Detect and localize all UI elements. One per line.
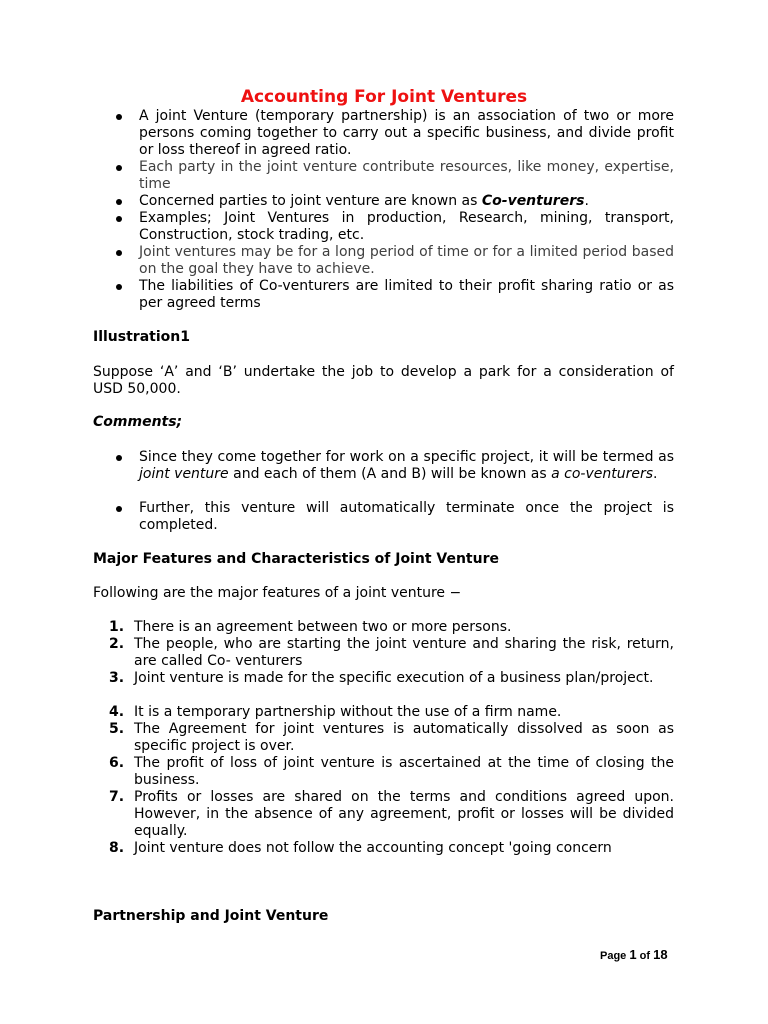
illustration-text: Suppose ‘A’ and ‘B’ undertake the job to develop a park for a consideration of USD 50,000. bbox=[93, 364, 674, 397]
footer-total-pages: 18 bbox=[653, 947, 668, 962]
feature-text: Joint venture does not follow the accounting concept 'going concern bbox=[134, 840, 612, 856]
comment-italic: a co-venturers bbox=[551, 466, 653, 482]
page-footer bbox=[600, 947, 668, 964]
bullet-icon bbox=[116, 199, 122, 205]
feature-number: 6. bbox=[109, 755, 125, 771]
bullet-text: A joint Venture (temporary partnership) is an association of two or more persons coming together to carry out a specific business, and divide profit or loss thereof in agreed ratio. bbox=[139, 108, 674, 158]
bullet-item bbox=[139, 159, 674, 193]
comment-text: Since they come together for work on a specific project, it will be termed as bbox=[139, 449, 674, 465]
bullet-text: Joint ventures may be for a long period of time or for a limited period based on the goal they have to achieve. bbox=[139, 244, 674, 277]
feature-text: The Agreement for joint ventures is automatically dissolved as soon as specific project is over. bbox=[134, 721, 674, 754]
bullet-item bbox=[139, 193, 674, 210]
bullet-icon bbox=[116, 455, 122, 461]
bullet-icon bbox=[116, 506, 122, 512]
illustration-heading: Illustration1 bbox=[93, 329, 190, 345]
bullet-icon bbox=[116, 114, 122, 120]
feature-text: The profit of loss of joint venture is ascertained at the time of closing the business. bbox=[134, 755, 674, 788]
feature-item bbox=[109, 704, 674, 721]
feature-number: 2. bbox=[109, 636, 125, 652]
document-title: Accounting For Joint Ventures bbox=[240, 87, 528, 107]
bullet-item bbox=[139, 244, 674, 278]
feature-number: 8. bbox=[109, 840, 125, 856]
bullet-item bbox=[139, 108, 674, 159]
features-intro: Following are the major features of a joint venture − bbox=[93, 585, 462, 601]
bullet-icon bbox=[116, 216, 122, 222]
bullet-text: Examples; Joint Ventures in production, Research, mining, transport, Construction, stock trading, etc. bbox=[139, 210, 674, 243]
comment-item bbox=[139, 500, 674, 534]
comment-text: . bbox=[653, 466, 658, 482]
feature-number: 7. bbox=[109, 789, 125, 805]
bullet-icon bbox=[116, 165, 122, 171]
comment-italic: joint venture bbox=[139, 466, 229, 482]
feature-text: Profits or losses are shared on the terms and conditions agreed upon. However, in the absence of any agreement, profit or losses will be divided equally. bbox=[134, 789, 674, 839]
feature-text: There is an agreement between two or more persons. bbox=[134, 619, 512, 635]
feature-item bbox=[109, 789, 674, 840]
bullet-text: Each party in the joint venture contribute resources, like money, expertise, time bbox=[139, 159, 674, 192]
feature-number: 3. bbox=[109, 670, 125, 686]
comments-heading: Comments; bbox=[93, 414, 183, 430]
feature-item bbox=[109, 670, 674, 687]
coventurers-term: Co-venturers bbox=[481, 193, 585, 209]
bullet-text: The liabilities of Co-venturers are limited to their profit sharing ratio or as per agreed terms bbox=[139, 278, 674, 311]
comment-item bbox=[139, 449, 674, 483]
feature-text: The people, who are starting the joint venture and sharing the risk, return, are called Co- venturers bbox=[134, 636, 674, 669]
feature-text: It is a temporary partnership without the use of a firm name. bbox=[134, 704, 562, 720]
feature-item bbox=[109, 721, 674, 755]
bullet-text-end: . bbox=[584, 193, 589, 209]
feature-item bbox=[109, 619, 674, 636]
feature-item bbox=[109, 755, 674, 789]
bullet-icon bbox=[116, 250, 122, 256]
feature-item bbox=[109, 636, 674, 670]
comment-text: and each of them (A and B) will be known as bbox=[228, 466, 552, 482]
bullet-icon bbox=[116, 284, 122, 290]
features-heading: Major Features and Characteristics of Joint Venture bbox=[93, 551, 499, 567]
feature-number: 4. bbox=[109, 704, 125, 720]
feature-number: 5. bbox=[109, 721, 125, 737]
partnership-heading: Partnership and Joint Venture bbox=[93, 908, 329, 924]
comment-text: Further, this venture will automatically terminate once the project is completed. bbox=[139, 500, 674, 533]
feature-number: 1. bbox=[109, 619, 125, 635]
feature-text: Joint venture is made for the specific execution of a business plan/project. bbox=[134, 670, 654, 686]
bullet-item bbox=[139, 210, 674, 244]
footer-page-word: Page bbox=[600, 950, 630, 962]
footer-page-number: 1 bbox=[629, 947, 637, 962]
feature-item bbox=[109, 840, 674, 857]
bullet-item bbox=[139, 278, 674, 312]
bullet-text: Concerned parties to joint venture are known as bbox=[139, 193, 482, 209]
footer-of-word: of bbox=[636, 950, 654, 962]
